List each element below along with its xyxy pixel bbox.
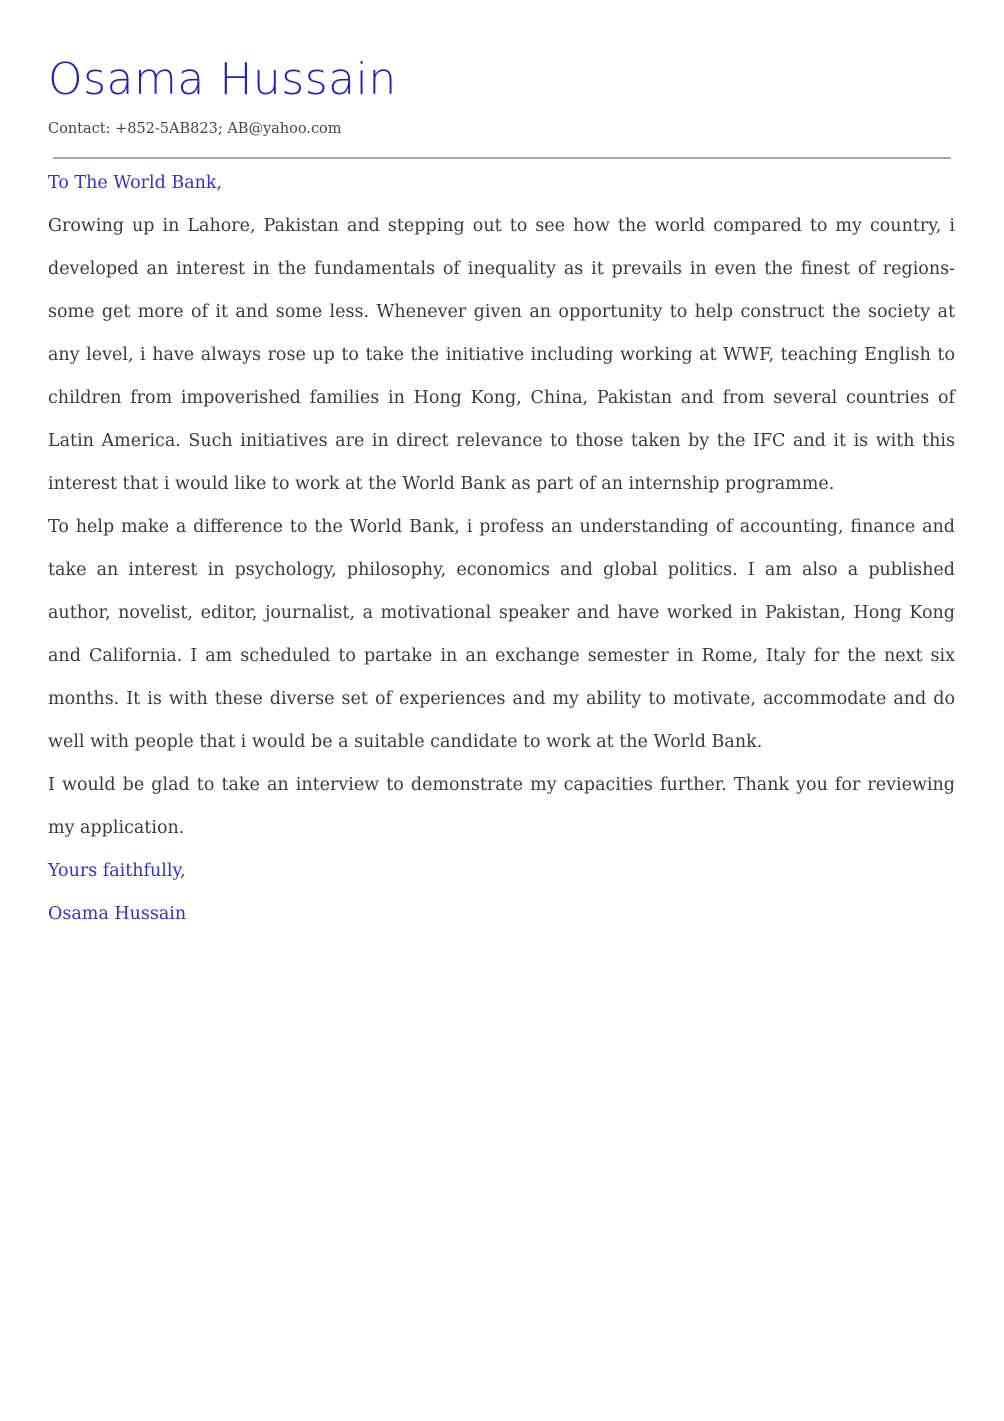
signature: Osama Hussain [48,904,187,924]
header-divider [53,157,951,159]
contact-info: Contact: +852-5AB823; AB@yahoo.com [48,121,342,137]
paragraph-3: I would be glad to take an interview to demonstrate my capacities further. Thank you for reviewing my application. [48,775,955,838]
letter-body [48,162,955,936]
closing: Yours faithfully, [48,861,186,881]
salutation: To The World Bank, [48,173,223,193]
sender-name: Osama Hussain [48,54,397,105]
paragraph-1: Growing up in Lahore, Pakistan and stepping out to see how the world compared to my country, i developed an interest in the fundamentals of inequality as it prevails in even the finest of regions- some get more of it and some less. Whenever given an opportunity to help construct the society at any level, i have always rose up to take the initiative including working at WWF, teaching English to children from impoverished families in Hong Kong, China, Pakistan and from several countries of Latin America. Such initiatives are in direct relevance to those taken by the IFC and it is with this interest that i would like to work at the World Bank as part of an internship programme. [48,216,955,494]
paragraph-2: To help make a difference to the World Bank, i profess an understanding of accounting, finance and take an interest in psychology, philosophy, economics and global politics. I am also a published author, novelist, editor, journalist, a motivational speaker and have worked in Pakistan, Hong Kong and California. I am scheduled to partake in an exchange semester in Rome, Italy for the next six months. It is with these diverse set of experiences and my ability to motivate, accommodate and do well with people that i would be a suitable candidate to work at the World Bank. [48,517,955,752]
